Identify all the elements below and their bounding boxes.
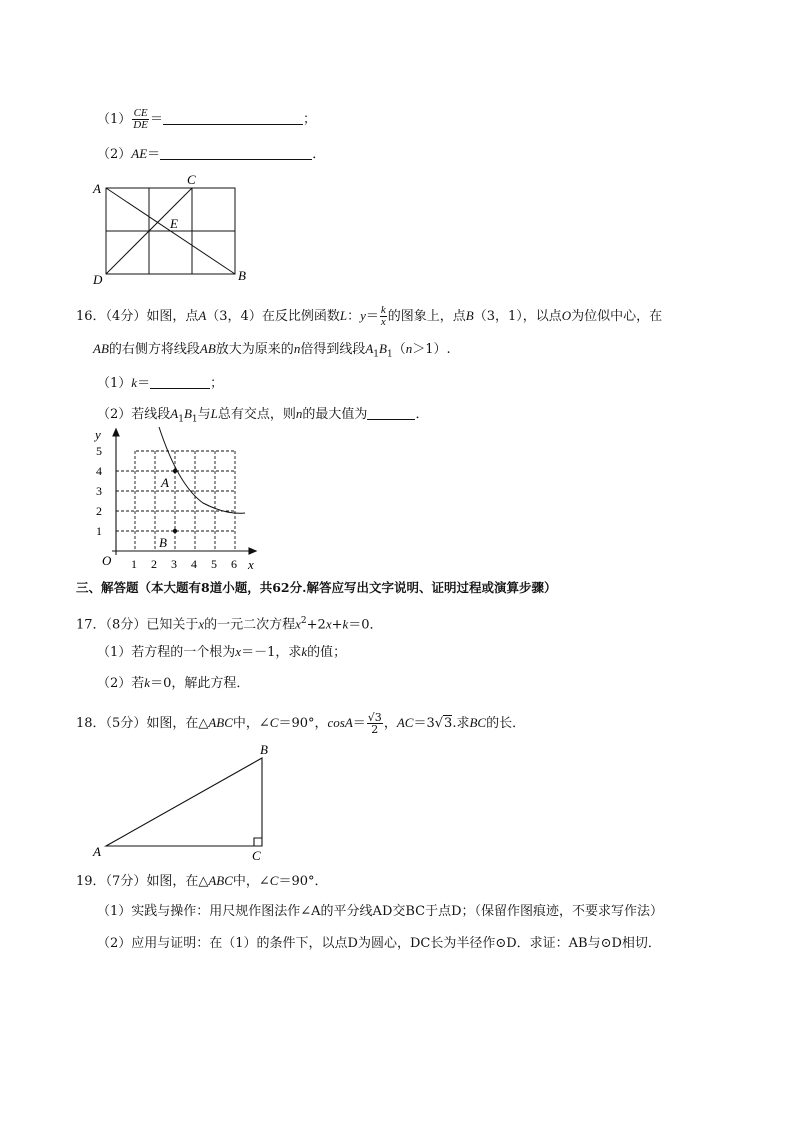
x-tick-2: 2 <box>151 557 157 571</box>
x-axis-label: x <box>248 557 254 572</box>
label-d: D <box>93 272 103 287</box>
q16-stem-line2: AB的右侧方将线段AB放大为原来的n倍得到线段$A_1B_1(n>1)$. <box>93 341 451 360</box>
y-tick-4: 4 <box>96 464 102 478</box>
q15-part2: （2）AE＝ ． <box>97 146 326 162</box>
label-a: A <box>93 181 101 196</box>
q16-coordinate-graph <box>88 425 268 573</box>
x-tick-5: 5 <box>211 557 217 571</box>
x-tick-1: 1 <box>131 557 137 571</box>
y-tick-5: 5 <box>96 444 102 458</box>
q16-stem-line1: 16．（4分）如图，点A（3，4）在反比例函数L：y＝ $\frac{k}{x}$ 的图象上，点B（3，1），以点O为位似中心，在 <box>76 304 663 328</box>
answer-blank[interactable] <box>367 405 415 420</box>
origin-label: O <box>102 553 112 568</box>
label-e: E <box>170 216 178 231</box>
q17-part2: （2）若k＝0，解此方程． <box>97 675 250 691</box>
y-tick-1: 1 <box>96 524 102 538</box>
q16-part1: （1）k＝ ； <box>97 375 224 391</box>
y-tick-3: 3 <box>96 484 102 498</box>
x-tick-4: 4 <box>191 557 197 571</box>
q18-stem: 18．（5分）如图，在△ABC中，∠C＝90°，cosA＝ $\frac{√3}{2}$ ，AC＝3√3.求BC的长． <box>76 711 526 736</box>
x-tick-3: 3 <box>171 557 177 571</box>
q15-part1: （1） $\frac{CE}{DE}$ ＝ ； <box>97 107 316 131</box>
point-a-dot <box>173 469 177 473</box>
answer-blank[interactable] <box>160 145 312 160</box>
section3-title: 三、解答题（本大题有8道小题，共62分.解答应写出文字说明、证明过程或演算步骤） <box>76 580 557 595</box>
q19-part1: （1）实践与操作：用尺规作图法作∠A的平分线AD交BC于点D；（保留作图痕迹，不要求写作法） <box>97 904 664 919</box>
label-c: C <box>252 848 261 863</box>
label-b: B <box>238 268 246 283</box>
x-tick-6: 6 <box>231 557 237 571</box>
q16-part2: （2）若线段$A_1B_1$与L总有交点，则n的最大值为 ． <box>97 406 429 425</box>
label-c: C <box>187 172 196 187</box>
fraction-ce-de: $\frac{CE}{DE}$ <box>133 107 148 131</box>
q15-grid-figure <box>88 170 258 288</box>
q19-part2: （2）应用与证明：在（1）的条件下，以点D为圆心，DC长为半径作⊙D．求证：AB与⊙D相切． <box>97 936 661 951</box>
q19-stem: 19．（7分）如图，在△ABC中，∠C＝90°． <box>76 873 328 889</box>
hyperbola-curve <box>159 427 245 513</box>
label-a: A <box>93 844 101 859</box>
y-tick-2: 2 <box>96 504 102 518</box>
point-b-dot <box>173 529 177 533</box>
fraction-sqrt3-2: $\frac{√3}{2}$ <box>367 711 382 736</box>
q17-part1: （1）若方程的一个根为x＝－1，求k的值； <box>97 644 347 660</box>
point-b-label: B <box>159 535 167 550</box>
answer-blank[interactable] <box>163 110 303 125</box>
label-b: B <box>260 742 268 757</box>
point-a-label: A <box>161 475 169 490</box>
q18-triangle-figure <box>88 740 278 865</box>
y-axis-label: y <box>95 427 101 442</box>
fraction-k-x: $\frac{k}{x}$ <box>380 304 386 328</box>
q17-stem: 17．（8分）已知关于x的一元二次方程$x^2+2x+k=0$． <box>76 616 383 633</box>
answer-blank[interactable] <box>150 374 210 389</box>
